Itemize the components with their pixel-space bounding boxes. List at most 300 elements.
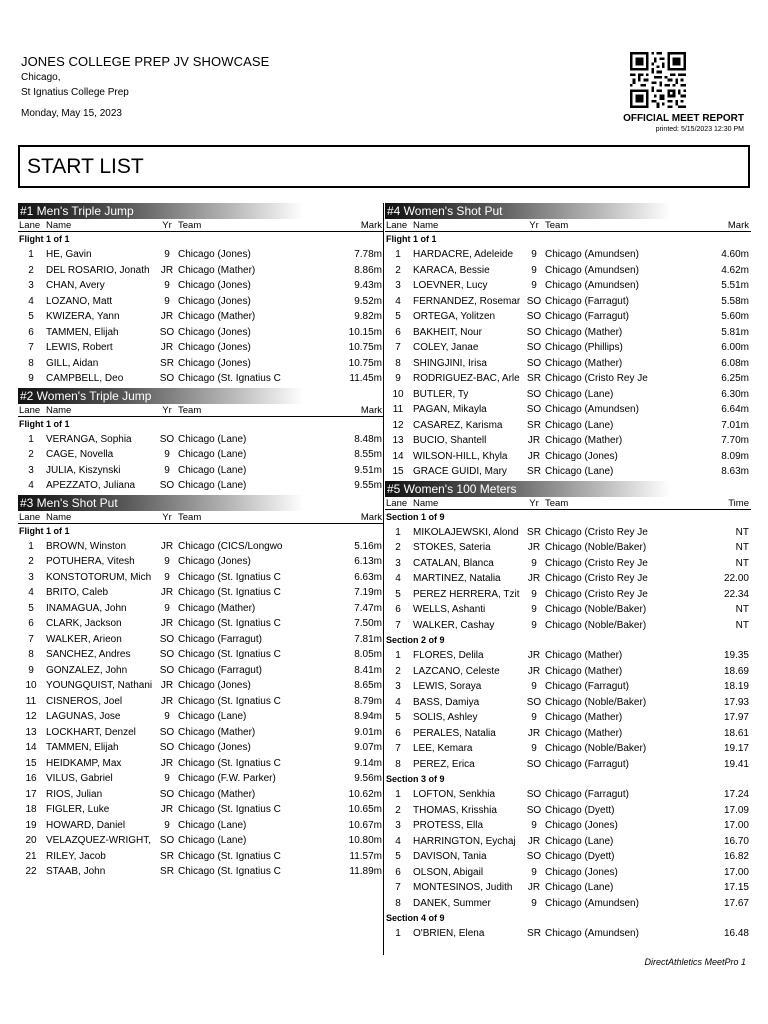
lane-cell: 7 [28, 633, 34, 645]
entry-row [18, 709, 384, 725]
name-cell: LAGUNAS, Jose [46, 711, 121, 722]
team-cell: Chicago (Mather) [178, 788, 256, 800]
name-cell: THOMAS, Krisshia [413, 804, 497, 816]
entry-row [385, 695, 751, 711]
entry-row [385, 587, 751, 603]
mark-cell: 8.86m [354, 264, 382, 276]
entry-row [18, 694, 384, 710]
lane-cell: 7 [395, 342, 401, 353]
name-cell: MONTESINOS, Judith [413, 882, 513, 893]
entry-row [18, 539, 384, 555]
header-lane: Lane [386, 497, 408, 509]
year-cell: SO [526, 388, 542, 400]
year-cell: SO [526, 696, 542, 708]
team-cell: Chicago (Farragut) [178, 633, 262, 645]
meet-date: Monday, May 15, 2023 [21, 108, 122, 119]
name-cell: HE, Gavin [46, 249, 92, 260]
entry-row [385, 387, 751, 403]
year-cell: JR [527, 650, 541, 661]
lane-cell: 7 [395, 619, 401, 631]
team-cell: Chicago (CICS/Longwo [178, 540, 283, 552]
name-cell: BRITO, Caleb [46, 587, 109, 598]
mark-cell: 16.70 [723, 835, 749, 847]
section-label: Section 2 of 9 [386, 635, 445, 645]
event-title [385, 203, 751, 219]
mark-cell: 17.67 [723, 897, 749, 909]
lane-cell: 22 [25, 866, 37, 877]
team-cell: Chicago (Jones) [178, 556, 251, 567]
lane-cell: 8 [395, 897, 401, 909]
lane-cell: 5 [395, 712, 401, 723]
team-cell: Chicago (Jones) [178, 280, 251, 291]
section-label: Flight 1 of 1 [19, 234, 70, 244]
team-cell: Chicago (Amundsen) [545, 280, 639, 291]
year-cell: SO [526, 311, 542, 322]
mark-cell: 18.19 [723, 681, 749, 692]
entry-row [385, 540, 751, 556]
name-cell: KONSTOTORUM, Mich [46, 571, 152, 583]
mark-cell: 5.16m [354, 540, 382, 552]
year-cell: 9 [531, 866, 537, 878]
year-cell: SO [159, 326, 175, 338]
team-cell: Chicago (Mather) [545, 357, 623, 369]
entry-row [385, 741, 751, 757]
lane-cell: 5 [395, 311, 401, 322]
lane-cell: 4 [395, 696, 401, 708]
header-mark: Time [728, 497, 749, 509]
lane-cell: 1 [395, 249, 401, 260]
lane-cell: 21 [25, 850, 37, 862]
entry-row [18, 325, 384, 341]
team-cell: Chicago (Lane) [178, 449, 247, 460]
lane-cell: 13 [392, 435, 404, 446]
lane-cell: 10 [392, 388, 404, 400]
year-cell: SR [527, 373, 541, 384]
mark-cell: 5.60m [721, 311, 749, 322]
year-cell: 9 [531, 264, 537, 276]
mark-cell: 17.00 [723, 820, 749, 831]
mark-cell: 8.09m [721, 450, 749, 462]
team-cell: Chicago (St. Ignatius C [178, 695, 281, 707]
column-header-row [385, 497, 751, 510]
lane-cell: 9 [28, 664, 34, 676]
mark-cell: 6.08m [721, 357, 749, 369]
mark-cell: 10.80m [348, 835, 382, 846]
lane-cell: 2 [395, 542, 401, 553]
mark-cell: 5.51m [721, 280, 749, 291]
lane-cell: 6 [395, 604, 401, 615]
year-cell: JR [160, 804, 174, 815]
name-cell: LOZANO, Matt [46, 295, 113, 307]
mark-cell: 6.13m [354, 556, 382, 567]
header-name: Name [413, 497, 439, 509]
year-cell: SO [159, 373, 175, 384]
year-cell: SO [526, 357, 542, 369]
year-cell: SO [159, 664, 175, 676]
year-cell: 9 [531, 557, 537, 569]
mark-cell: 8.41m [354, 664, 382, 676]
year-cell: SO [526, 295, 542, 307]
lane-cell: 1 [395, 650, 401, 661]
mark-cell: 5.58m [721, 295, 749, 307]
lane-cell: 6 [395, 866, 401, 878]
mark-cell: 4.60m [721, 249, 749, 260]
lane-cell: 3 [395, 681, 401, 692]
entry-row [385, 247, 751, 263]
lane-cell: 3 [395, 280, 401, 291]
team-cell: Chicago (Farragut) [545, 789, 629, 800]
mark-cell: 7.50m [354, 618, 382, 629]
mark-cell: 6.25m [721, 373, 749, 384]
lane-cell: 3 [395, 820, 401, 831]
team-cell: Chicago (Mather) [178, 264, 256, 276]
year-cell: SO [159, 633, 175, 645]
year-cell: JR [527, 835, 541, 847]
entry-row [18, 678, 384, 694]
event-block [18, 203, 384, 387]
lane-cell: 3 [28, 280, 34, 291]
entry-row [385, 356, 751, 372]
lane-cell: 9 [395, 373, 401, 384]
entry-row [385, 278, 751, 294]
team-cell: Chicago (Lane) [178, 711, 247, 722]
lane-cell: 15 [25, 757, 37, 769]
event-title-text: #5 Women's 100 Meters [387, 481, 517, 496]
lane-cell: 1 [28, 540, 34, 552]
name-cell: VILUS, Gabriel [46, 773, 113, 784]
team-cell: Chicago (Amundsen) [545, 404, 639, 415]
mark-cell: 7.70m [721, 435, 749, 446]
entry-row [18, 432, 384, 448]
entry-row [18, 616, 384, 632]
lane-cell: 1 [395, 526, 401, 538]
entry-row [385, 757, 751, 773]
team-cell: Chicago (Lane) [178, 819, 247, 831]
year-cell: SR [160, 866, 174, 877]
section-label: Section 3 of 9 [386, 774, 445, 784]
year-cell: JR [527, 665, 541, 677]
year-cell: SR [527, 526, 541, 538]
entry-row [18, 371, 384, 387]
name-cell: BUTLER, Ty [413, 388, 469, 400]
name-cell: PEREZ, Erica [413, 758, 475, 770]
section-label: Flight 1 of 1 [386, 234, 437, 244]
lane-cell: 12 [392, 419, 404, 431]
mark-cell: 6.30m [721, 388, 749, 400]
lane-cell: 3 [28, 464, 34, 476]
entry-row [385, 710, 751, 726]
year-cell: JR [527, 727, 541, 739]
entry-row [385, 849, 751, 865]
column-header-row [18, 511, 384, 524]
year-cell: 9 [531, 743, 537, 754]
name-cell: FERNANDEZ, Rosemar [413, 295, 521, 307]
team-cell: Chicago (Jones) [178, 742, 251, 753]
lane-cell: 3 [395, 557, 401, 569]
year-cell: JR [160, 587, 174, 598]
team-cell: Chicago (Jones) [178, 249, 251, 260]
year-cell: 9 [164, 556, 170, 567]
year-cell: 9 [164, 280, 170, 291]
year-cell: SR [160, 850, 174, 862]
mark-cell: 4.62m [721, 264, 749, 276]
year-cell: 9 [531, 588, 537, 600]
entry-row [18, 463, 384, 479]
name-cell: CHAN, Avery [46, 280, 105, 291]
lane-cell: 8 [395, 758, 401, 770]
mark-cell: NT [735, 604, 749, 615]
entry-row [18, 478, 384, 494]
entry-row [18, 309, 384, 325]
meet-city: Chicago, [21, 72, 61, 83]
lane-cell: 19 [25, 819, 37, 831]
name-cell: LAZCANO, Celeste [413, 665, 500, 677]
name-cell: RIOS, Julian [46, 788, 103, 800]
mark-cell: 10.75m [348, 357, 382, 369]
name-cell: OLSON, Abigail [413, 866, 484, 878]
mark-cell: NT [735, 557, 749, 569]
entry-row [18, 787, 384, 803]
year-cell: 9 [164, 295, 170, 307]
team-cell: Chicago (Jones) [178, 680, 251, 691]
name-cell: GILL, Aidan [46, 357, 99, 369]
lane-cell: 4 [395, 835, 401, 847]
mark-cell: 11.57m [349, 850, 382, 862]
year-cell: SO [526, 789, 542, 800]
meet-venue: St Ignatius College Prep [21, 87, 129, 98]
lane-cell: 2 [28, 449, 34, 460]
year-cell: SO [526, 326, 542, 338]
entry-row [385, 556, 751, 572]
year-cell: 9 [531, 712, 537, 723]
entry-row [18, 632, 384, 648]
mark-cell: NT [735, 526, 749, 538]
entry-row [18, 585, 384, 601]
lane-cell: 7 [28, 342, 34, 353]
year-cell: JR [527, 573, 541, 584]
name-cell: PERALES, Natalia [413, 727, 496, 739]
mark-cell: 10.62m [348, 788, 382, 800]
name-cell: GONZALEZ, John [46, 664, 128, 676]
mark-cell: 9.52m [354, 295, 382, 307]
team-cell: Chicago (Farragut) [545, 681, 629, 692]
mark-cell: 17.93 [723, 696, 749, 708]
team-cell: Chicago (Cristo Rey Je [545, 588, 648, 600]
name-cell: POTUHERA, Vitesh [46, 556, 135, 567]
entry-row [18, 356, 384, 372]
entry-row [18, 864, 384, 880]
mark-cell: 10.67m [348, 819, 382, 831]
entry-row [18, 833, 384, 849]
entry-row [18, 263, 384, 279]
mark-cell: 22.00 [723, 573, 749, 584]
name-cell: DEL ROSARIO, Jonath [46, 264, 150, 276]
name-cell: FLORES, Delila [413, 650, 484, 661]
entry-row [18, 756, 384, 772]
team-cell: Chicago (Mather) [545, 650, 623, 661]
name-cell: TAMMEN, Elijah [46, 742, 119, 753]
year-cell: 9 [164, 711, 170, 722]
team-cell: Chicago (St. Ignatius C [178, 649, 281, 660]
page-title: START LIST [27, 155, 144, 178]
year-cell: SO [159, 726, 175, 738]
mark-cell: 6.00m [721, 342, 749, 353]
year-cell: JR [527, 435, 541, 446]
year-cell: 9 [531, 249, 537, 260]
name-cell: HARDACRE, Adeleide [413, 249, 514, 260]
name-cell: CASAREZ, Karisma [413, 419, 503, 431]
mark-cell: 19.41 [723, 758, 749, 770]
section-label: Section 4 of 9 [386, 913, 445, 923]
lane-cell: 2 [395, 264, 401, 276]
year-cell: 9 [164, 571, 170, 583]
name-cell: BASS, Damiya [413, 696, 480, 708]
name-cell: SANCHEZ, Andres [46, 649, 131, 660]
lane-cell: 2 [28, 264, 34, 276]
lane-cell: 14 [392, 450, 404, 462]
header-name: Name [46, 404, 72, 416]
name-cell: BAKHEIT, Nour [413, 326, 482, 338]
name-cell: WILSON-HILL, Khyla [413, 450, 508, 462]
year-cell: SO [159, 835, 175, 846]
lane-cell: 5 [395, 851, 401, 862]
year-cell: 9 [531, 897, 537, 909]
team-cell: Chicago (Jones) [545, 450, 618, 462]
name-cell: INAMAGUA, John [46, 602, 127, 614]
name-cell: CISNEROS, Joel [46, 695, 123, 707]
header-yr: Yr [162, 404, 172, 416]
team-cell: Chicago (Dyett) [545, 804, 615, 816]
meet-title: JONES COLLEGE PREP JV SHOWCASE [21, 54, 270, 69]
lane-cell: 20 [25, 835, 37, 846]
header-mark: Mark [360, 220, 382, 231]
section-label: Flight 1 of 1 [19, 418, 70, 429]
header-lane: Lane [19, 404, 41, 416]
column-header-row [385, 219, 751, 232]
lane-cell: 10 [25, 680, 37, 691]
lane-cell: 4 [28, 480, 34, 491]
team-cell: Chicago (Noble/Baker) [545, 619, 647, 631]
entry-row [18, 663, 384, 679]
team-cell: Chicago (F.W. Parker) [178, 773, 276, 784]
team-cell: Chicago (Farragut) [545, 758, 629, 770]
team-cell: Chicago (Noble/Baker) [545, 542, 647, 553]
entry-row [385, 865, 751, 881]
team-cell: Chicago (Farragut) [545, 295, 629, 307]
team-cell: Chicago (Noble/Baker) [545, 604, 647, 615]
year-cell: JR [160, 618, 174, 629]
name-cell: SOLIS, Ashley [413, 712, 478, 723]
name-cell: GRACE GUIDI, Mary [413, 466, 507, 477]
year-cell: SO [526, 851, 542, 862]
year-cell: SR [160, 357, 174, 369]
lane-cell: 5 [28, 311, 34, 322]
entry-row [385, 648, 751, 664]
team-cell: Chicago (Dyett) [545, 851, 615, 862]
column-header-row [18, 219, 384, 232]
name-cell: PROTESS, Ella [413, 820, 484, 831]
team-cell: Chicago (Lane) [178, 480, 247, 491]
team-cell: Chicago (Amundsen) [545, 249, 639, 260]
year-cell: JR [160, 342, 174, 353]
entry-row [385, 602, 751, 618]
mark-cell: 10.65m [348, 804, 382, 815]
name-cell: CAGE, Novella [46, 449, 114, 460]
entry-row [18, 340, 384, 356]
year-cell: SO [526, 342, 542, 353]
lane-cell: 4 [395, 295, 401, 307]
name-cell: VELAZQUEZ-WRIGHT, [46, 835, 152, 846]
section-label: Flight 1 of 1 [19, 525, 70, 536]
name-cell: MIKOLAJEWSKI, Alond [413, 526, 519, 538]
team-cell: Chicago (Farragut) [545, 311, 629, 322]
mark-cell: 17.09 [723, 804, 749, 816]
entry-row [385, 926, 751, 942]
team-cell: Chicago (Lane) [545, 835, 614, 847]
mark-cell: 8.94m [354, 711, 382, 722]
event-block [18, 388, 384, 494]
year-cell: 9 [531, 619, 537, 631]
lane-cell: 4 [395, 573, 401, 584]
year-cell: 9 [164, 464, 170, 476]
qr-code-icon [630, 52, 686, 108]
team-cell: Chicago (Amundsen) [545, 897, 639, 909]
lane-cell: 1 [395, 789, 401, 800]
entry-row [18, 570, 384, 586]
year-cell: JR [160, 540, 174, 552]
mark-cell: 18.69 [723, 665, 749, 677]
entry-row [385, 664, 751, 680]
lane-cell: 8 [395, 357, 401, 369]
entry-row [385, 433, 751, 449]
team-cell: Chicago (St. Ignatius C [178, 571, 281, 583]
team-cell: Chicago (Cristo Rey Je [545, 526, 648, 538]
entry-row [385, 880, 751, 896]
header-lane: Lane [19, 511, 41, 523]
event-block [18, 495, 384, 880]
lane-cell: 13 [25, 726, 37, 738]
name-cell: COLEY, Janae [413, 342, 479, 353]
entry-row [385, 263, 751, 279]
lane-cell: 11 [392, 404, 404, 415]
entry-row [385, 340, 751, 356]
entry-row [18, 725, 384, 741]
lane-cell: 6 [395, 326, 401, 338]
mark-cell: 8.79m [354, 695, 382, 707]
event-title [18, 203, 384, 219]
mark-cell: 6.63m [354, 571, 382, 583]
year-cell: SR [527, 419, 541, 431]
team-cell: Chicago (Jones) [545, 866, 618, 878]
lane-cell: 4 [28, 295, 34, 307]
name-cell: STAAB, John [46, 866, 106, 877]
header-mark: Mark [360, 404, 382, 416]
team-cell: Chicago (Farragut) [178, 664, 262, 676]
team-cell: Chicago (Phillips) [545, 342, 623, 353]
name-cell: LOCKHART, Denzel [46, 726, 136, 738]
page-title-box [18, 145, 750, 188]
lane-cell: 14 [25, 742, 37, 753]
mark-cell: 8.48m [354, 433, 382, 445]
entry-row [385, 325, 751, 341]
lane-cell: 3 [28, 571, 34, 583]
event-title-text: #1 Men's Triple Jump [20, 204, 134, 218]
lane-cell: 2 [395, 665, 401, 677]
mark-cell: 9.82m [354, 311, 382, 322]
mark-cell: 16.48 [723, 928, 749, 939]
lane-cell: 9 [28, 373, 34, 384]
year-cell: SO [159, 433, 175, 445]
